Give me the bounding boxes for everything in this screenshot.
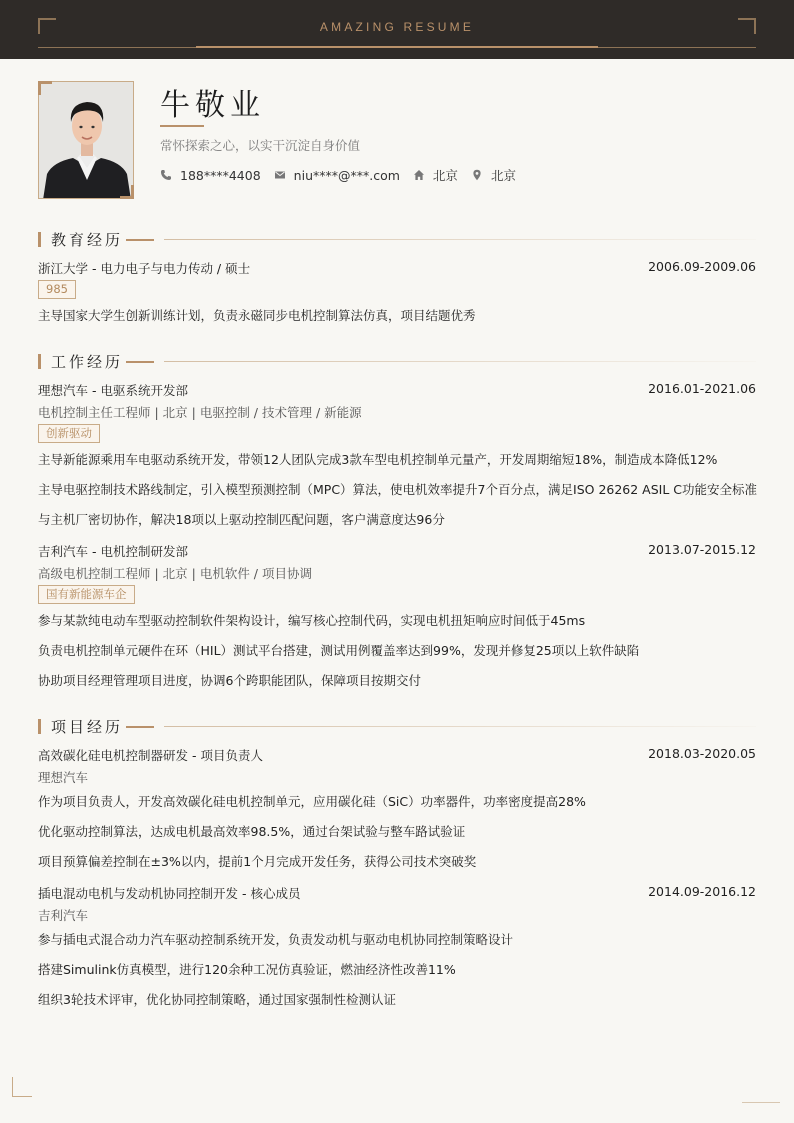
hometown-text: 北京 bbox=[432, 168, 458, 183]
project-bullet: 作为项目负责人，开发高效碳化硅电机控制单元，应用碳化硅（SiC）功率器件，功率密度提高28% bbox=[38, 794, 586, 809]
candidate-motto: 常怀探索之心，以实干沉淀自身价值 bbox=[160, 138, 361, 153]
portrait-illustration bbox=[39, 82, 134, 199]
header-rule-accent bbox=[196, 46, 598, 48]
photo-corner-bottom-right bbox=[120, 185, 134, 199]
work-bullet: 参与某款纯电动车型驱动控制软件架构设计，编写核心控制代码，实现电机扭矩响应时间低于45ms bbox=[38, 613, 586, 628]
contact-location bbox=[471, 166, 516, 184]
section-header-education bbox=[38, 231, 756, 249]
project-date: 2014.09-2016.12 bbox=[648, 884, 756, 899]
project-title: 插电混动电机与发动机协同控制开发 - 核心成员 bbox=[38, 886, 301, 901]
work-title: 吉利汽车 - 电机控制研发部 bbox=[38, 544, 188, 559]
phone-text: 188****4408 bbox=[180, 167, 261, 183]
candidate-name: 牛敬业 bbox=[160, 88, 265, 123]
corner-ornament-bottom-left bbox=[12, 1077, 32, 1097]
section-header-work bbox=[38, 353, 756, 371]
work-tag: 国有新能源车企 bbox=[38, 585, 135, 604]
name-underline bbox=[160, 125, 204, 127]
contact-hometown bbox=[413, 166, 458, 184]
section-title: 教育经历 bbox=[51, 231, 124, 249]
project-title: 高效碳化硅电机控制器研发 - 项目负责人 bbox=[38, 748, 263, 763]
work-date: 2016.01-2021.06 bbox=[648, 381, 756, 396]
section-dash bbox=[126, 239, 154, 241]
work-date: 2013.07-2015.12 bbox=[648, 542, 756, 557]
education-bullet: 主导国家大学生创新训练计划，负责永磁同步电机控制算法仿真，项目结题优秀 bbox=[38, 308, 476, 323]
corner-ornament-bottom-right bbox=[742, 1102, 780, 1103]
section-bar bbox=[38, 354, 41, 369]
project-bullet: 参与插电式混合动力汽车驱动控制系统开发，负责发动机与驱动电机协同控制策略设计 bbox=[38, 932, 514, 947]
work-subtitle: 电机控制主任工程师 | 北京 | 电驱控制 / 技术管理 / 新能源 bbox=[38, 405, 362, 420]
work-bullet: 主导电驱控制技术路线制定，引入模型预测控制（MPC）算法，使电机效率提升7个百分点，满足ISO 26262 ASIL C功能安全标准 bbox=[38, 482, 758, 497]
project-bullet: 优化驱动控制算法，达成电机最高效率98.5%，通过台架试验与整车路试验证 bbox=[38, 824, 466, 839]
section-dash bbox=[126, 361, 154, 363]
education-title: 浙江大学 - 电力电子与电力传动 / 硕士 bbox=[38, 261, 251, 276]
work-title: 理想汽车 - 电驱系统开发部 bbox=[38, 383, 188, 398]
work-subtitle: 高级电机控制工程师 | 北京 | 电机软件 / 项目协调 bbox=[38, 566, 312, 581]
section-title: 工作经历 bbox=[51, 353, 124, 371]
contact-phone bbox=[160, 168, 261, 183]
section-rule bbox=[164, 239, 756, 240]
photo-corner-top-left bbox=[38, 81, 52, 95]
project-company: 吉利汽车 bbox=[38, 908, 89, 923]
mail-icon bbox=[274, 169, 286, 181]
contact-email bbox=[274, 168, 400, 183]
section-rule bbox=[164, 726, 756, 727]
section-title: 项目经历 bbox=[51, 718, 124, 736]
location-pin-icon bbox=[471, 169, 483, 181]
location-text: 北京 bbox=[490, 168, 516, 183]
education-tag: 985 bbox=[38, 280, 76, 299]
project-date: 2018.03-2020.05 bbox=[648, 746, 756, 761]
section-bar bbox=[38, 232, 41, 247]
work-bullet: 协助项目经理管理项目进度，协调6个跨职能团队，保障项目按期交付 bbox=[38, 673, 421, 688]
work-bullet: 主导新能源乘用车电驱动系统开发，带领12人团队完成3款车型电机控制单元量产，开发周期缩短18%，制造成本降低12% bbox=[38, 452, 718, 467]
project-bullet: 组织3轮技术评审，优化协同控制策略，通过国家强制性检测认证 bbox=[38, 992, 396, 1007]
home-icon bbox=[413, 169, 425, 181]
section-bar bbox=[38, 719, 41, 734]
project-company: 理想汽车 bbox=[38, 770, 89, 785]
project-bullet: 搭建Simulink仿真模型，进行120余种工况仿真验证，燃油经济性改善11% bbox=[38, 962, 456, 977]
work-bullet: 负责电机控制单元硬件在环（HIL）测试平台搭建，测试用例覆盖率达到99%，发现并修复25项以上软件缺陷 bbox=[38, 643, 640, 658]
project-bullet: 项目预算偏差控制在±3%以内，提前1个月完成开发任务，获得公司技术突破奖 bbox=[38, 854, 477, 869]
email-text: niu****@***.com bbox=[293, 167, 400, 183]
header-title: AMAZING RESUME bbox=[319, 20, 475, 34]
section-rule bbox=[164, 361, 756, 362]
contact-row bbox=[160, 166, 529, 184]
section-dash bbox=[126, 726, 154, 728]
phone-icon bbox=[160, 169, 172, 181]
work-bullet: 与主机厂密切协作，解决18项以上驱动控制匹配问题，客户满意度达96分 bbox=[38, 512, 445, 527]
work-tag: 创新驱动 bbox=[38, 424, 100, 443]
profile-photo bbox=[38, 81, 134, 199]
section-header-projects bbox=[38, 718, 756, 736]
education-date: 2006.09-2009.06 bbox=[648, 259, 756, 274]
